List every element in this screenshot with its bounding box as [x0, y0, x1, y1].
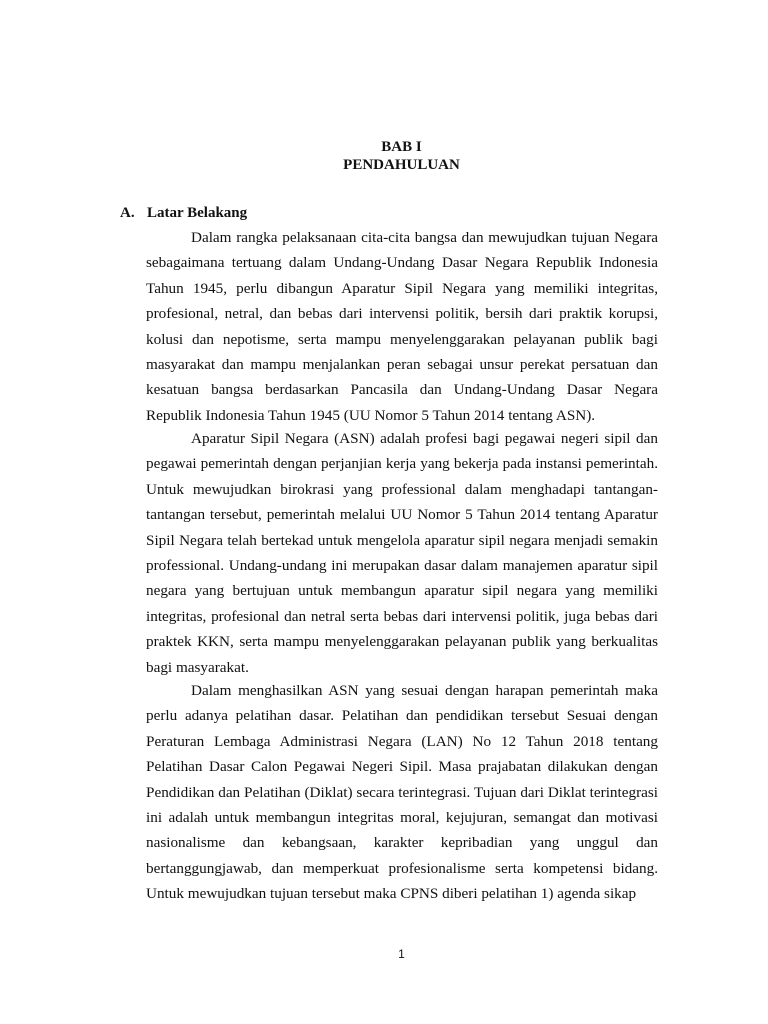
- chapter-title: PENDAHULUAN: [343, 157, 460, 173]
- paragraph: Dalam rangka pelaksanaan cita-cita bangsa dan mewujudkan tujuan Negara sebagaimana tertuang dalam Undang-Undang Dasar Negara Republik Indonesia Tahun 1945, perlu dibangun Aparatur Sipil Negara yang memiliki integritas, profesional, netral, dan bebas dari intervensi politik, bersih dari praktik korupsi, kolusi dan nepotisme, serta mampu menyelenggarakan pelayanan publik bagi masyarakat dan mampu menjalankan peran sebagai unsur perekat persatuan dan kesatuan bangsa berdasarkan Pancasila dan Undang-Undang Dasar Negara Republik Indonesia Tahun 1945 (UU Nomor 5 Tahun 2014 tentang ASN).: [146, 229, 658, 424]
- section-letter: A.: [120, 205, 135, 221]
- section-title: Latar Belakang: [147, 205, 248, 221]
- paragraph-3-block: [146, 678, 658, 907]
- section-heading: [120, 203, 247, 223]
- paragraph: Aparatur Sipil Negara (ASN) adalah profesi bagi pegawai negeri sipil dan pegawai pemerintah dengan perjanjian kerja yang bekerja pada instansi pemerintah. Untuk mewujudkan birokrasi yang professional dalam menghadapi tantangan-tantangan tersebut, pemerintah melalui UU Nomor 5 Tahun 2014 tentang Aparatur Sipil Negara telah bertekad untuk mengelola aparatur sipil negara menjadi semakin professional. Undang-undang ini merupakan dasar dalam manajemen aparatur sipil negara yang bertujuan untuk membangun aparatur sipil negara yang memiliki integritas, profesional dan netral serta bebas dari intervensi politik, juga bebas dari praktek KKN, serta mampu menyelenggarakan pelayanan publik yang berkualitas bagi masyarakat.: [146, 430, 658, 676]
- paragraph-2-block: [146, 426, 658, 680]
- chapter-label: BAB I: [381, 139, 422, 155]
- paragraph: Dalam menghasilkan ASN yang sesuai dengan harapan pemerintah maka perlu adanya pelatihan dasar. Pelatihan dan pendidikan tersebut Sesuai dengan Peraturan Lembaga Administrasi Negara (LAN) No 12 Tahun 2018 tentang Pelatihan Dasar Calon Pegawai Negeri Sipil. Masa prajabatan dilakukan dengan Pendidikan dan Pelatihan (Diklat) secara terintegrasi. Tujuan dari Diklat terintegrasi ini adalah untuk membangun integritas moral, kejujuran, semangat dan motivasi nasionalisme dan kebangsaan, karakter kepribadian yang unggul dan bertanggungjawab, dan memperkuat profesionalisme serta kompetensi bidang. Untuk mewujudkan tujuan tersebut maka CPNS diberi pelatihan 1) agenda sikap: [146, 682, 658, 903]
- paragraph-1-block: [146, 225, 658, 428]
- page-number: 1: [398, 947, 405, 961]
